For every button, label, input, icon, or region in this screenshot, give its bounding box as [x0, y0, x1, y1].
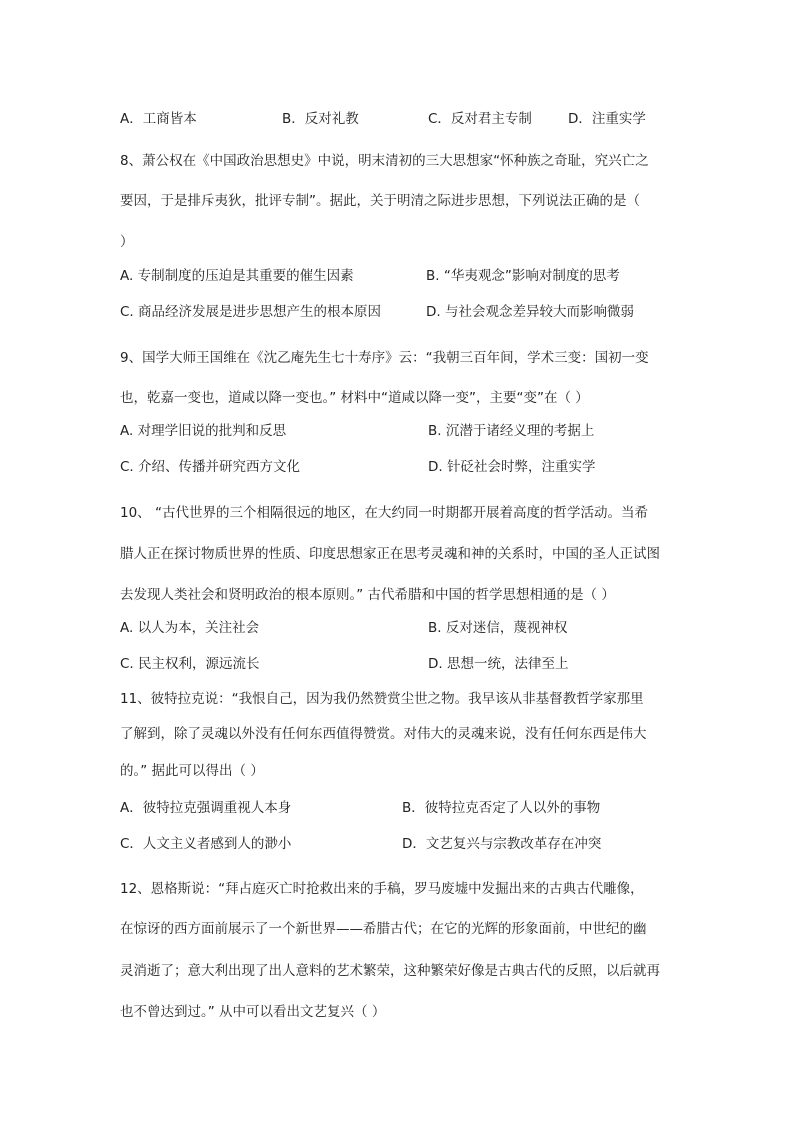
- q10-option-a: A. 以人为本，关注社会: [120, 620, 260, 636]
- q7-option-c: C．反对君主专制: [428, 111, 532, 127]
- q12-stem-line-1: 12、恩格斯说：“拜占庭灭亡时抢救出来的手稿，罗马废墟中发掘出来的古典古代雕像，: [120, 881, 644, 897]
- q10-option-b: B. 反对迷信，蔑视神权: [428, 620, 568, 636]
- q10-option-d: D. 思想一统，法律至上: [428, 656, 569, 672]
- q7-option-b: B．反对礼教: [282, 111, 359, 127]
- q10-option-c: C. 民主权利，源远流长: [120, 656, 260, 672]
- q8-option-c: C. 商品经济发展是进步思想产生的根本原因: [120, 304, 382, 320]
- q9-option-c: C. 介绍、传播并研究西方文化: [120, 459, 301, 475]
- q7-option-a: A．工商皆本: [120, 111, 197, 127]
- q11-option-a: A．彼特拉克强调重视人本身: [120, 800, 292, 816]
- q8-option-b: B. “华夷观念”影响对制度的思考: [426, 268, 620, 284]
- q11-option-d: D．文艺复兴与宗教改革存在冲突: [402, 836, 602, 852]
- q12-stem-line-3: 灵消逝了；意大利出现了出人意料的艺术繁荣，这种繁荣好像是古典古代的反照，以后就再: [120, 963, 660, 979]
- q10-stem-line-3: 去发现人类社会和贤明政治的根本原则。” 古代希腊和中国的哲学思想相通的是（ ）: [120, 587, 615, 603]
- q12-stem-line-2: 在惊讶的西方面前展示了一个新世界——希腊古代；在它的光辉的形象面前，中世纪的幽: [120, 921, 647, 937]
- q8-option-d: D. 与社会观念差异较大而影响微弱: [426, 304, 634, 320]
- q11-stem-line-3: 的。” 据此可以得出（ ）: [120, 763, 264, 779]
- q8-stem-line-2: 要因，于是排斥夷狄，批评专制”。据此，关于明清之际进步思想，下列说法正确的是（: [120, 193, 640, 209]
- q10-stem-line-1: 10、 “古代世界的三个相隔很远的地区，在大约同一时期都开展着高度的哲学活动。当希: [120, 505, 648, 521]
- q8-stem-line-3: ）: [120, 234, 134, 250]
- q9-stem-line-2: 也，乾嘉一变也，道咸以降一变也。” 材料中“道咸以降一变”，主要“变”在（ ）: [120, 390, 589, 406]
- q12-stem-line-4: 也不曾达到过。” 从中可以看出文艺复兴（ ）: [120, 1004, 386, 1020]
- q9-option-b: B. 沉潜于诸经义理的考据上: [428, 423, 595, 439]
- q8-option-a: A. 专制制度的压迫是其重要的催生因素: [120, 268, 354, 284]
- q10-stem-line-2: 腊人正在探讨物质世界的性质、印度思想家正在思考灵魂和神的关系时，中国的圣人正试图: [120, 546, 660, 562]
- q7-option-d: D．注重实学: [568, 111, 646, 127]
- q11-option-b: B．彼特拉克否定了人以外的事物: [402, 800, 601, 816]
- q11-option-c: C．人文主义者感到人的渺小: [120, 836, 292, 852]
- q9-option-a: A. 对理学旧说的批判和反思: [120, 423, 287, 439]
- q9-option-d: D. 针砭社会时弊，注重实学: [428, 459, 596, 475]
- q11-stem-line-2: 了解到，除了灵魂以外没有任何东西值得赞赏。对伟大的灵魂来说，没有任何东西是伟大: [120, 726, 647, 742]
- q8-stem-line-1: 8、萧公权在《中国政治思想史》中说，明末清初的三大思想家“怀种族之奇耻，究兴亡之: [120, 153, 649, 169]
- q9-stem-line-1: 9、国学大师王国维在《沈乙庵先生七十寿序》云：“我朝三百年间，学术三变：国初一变: [120, 350, 649, 366]
- q11-stem-line-1: 11、彼特拉克说：“我恨自己，因为我仍然赞赏尘世之物。我早该从非基督教哲学家那里: [120, 691, 644, 707]
